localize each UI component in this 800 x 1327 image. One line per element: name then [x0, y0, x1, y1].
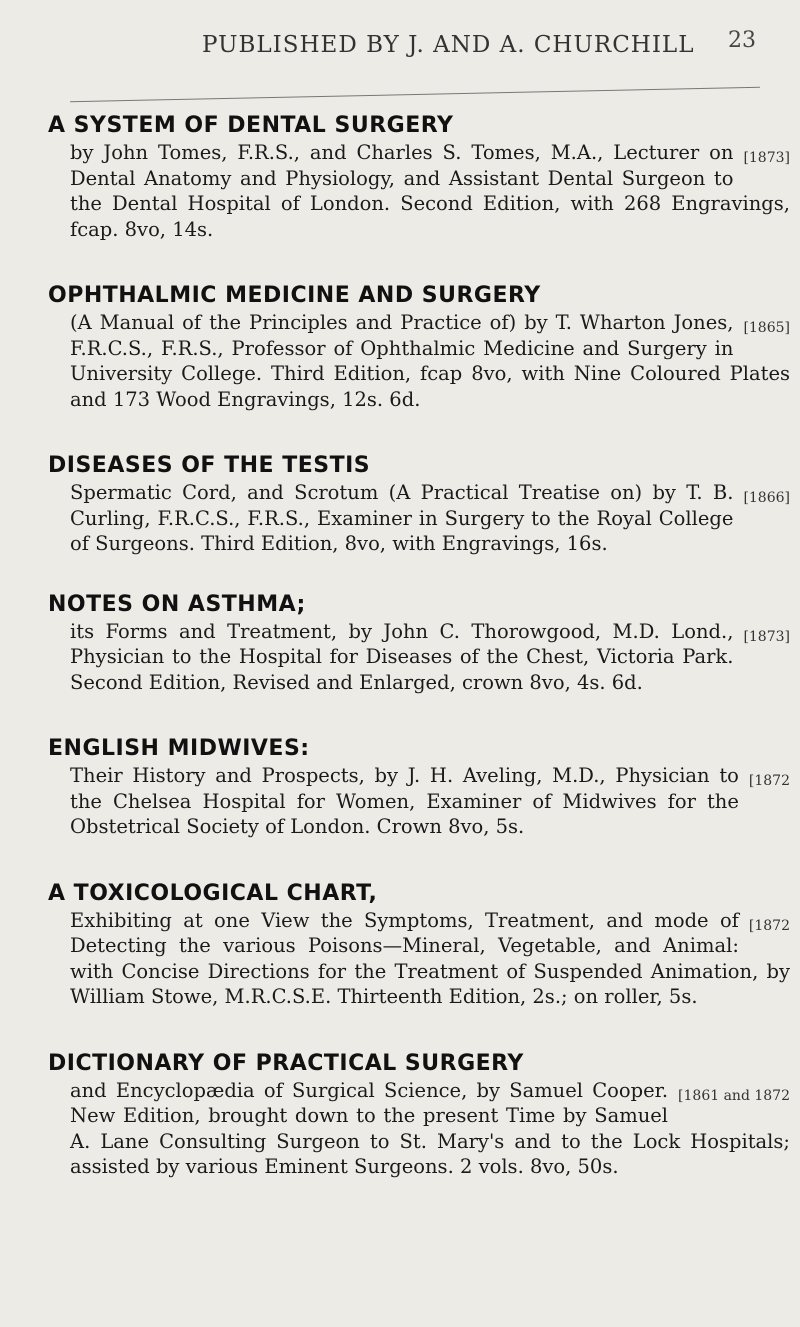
publisher-line: PUBLISHED BY J. AND A. CHURCHILL [202, 32, 695, 58]
book-title: A SYSTEM OF DENTAL SURGERY [48, 113, 454, 138]
book-description [48, 763, 790, 840]
book-description-text: Their History and Prospects, by J. H. Aveling, M.D., Physician to the Chelsea Hospital for Women, Examiner of Midwives for the Obstetrical Society of London. Crown 8vo, 5s. [70, 764, 739, 838]
book-description-text: its Forms and Treatment, by John C. Thorowgood, M.D. Lond., Physician to the Hospital for Diseases of the Chest, Victoria Park. Second Edition, Revised and Enlarged, crown 8vo, 4s. 6d. [70, 619, 734, 694]
publication-year: [1873] [743, 628, 790, 645]
book-entry [48, 282, 790, 412]
book-title: DICTIONARY OF PRACTICAL SURGERY [48, 1050, 524, 1076]
book-description [48, 480, 790, 557]
book-description-text: by John Tomes, F.R.S., and Charles S. Tomes, M.A., Lecturer on Dental Anatomy and Physiology, and Assistant Dental Surgeon to the Dental Hospital of London. Second Edition, with 268 Engravings, fcap. 8vo, 14s. [70, 141, 790, 241]
book-entry [48, 880, 790, 1010]
publication-year: [1873] [743, 150, 790, 166]
book-entry [48, 452, 790, 557]
book-description [48, 140, 790, 242]
page-number: 23 [728, 28, 756, 53]
book-entry [48, 735, 790, 840]
book-entry [48, 591, 790, 696]
book-list [48, 112, 790, 1220]
book-entry [48, 112, 790, 242]
running-header [190, 28, 760, 64]
book-title: DISEASES OF THE TESTIS [48, 453, 371, 478]
book-description [48, 908, 790, 1010]
book-title: ENGLISH MIDWIVES: [48, 736, 310, 761]
book-title: OPHTHALMIC MEDICINE AND SURGERY [48, 283, 541, 308]
book-description-text: (A Manual of the Principles and Practice of) by T. Wharton Jones, F.R.C.S., F.R.S., Professor of Ophthalmic Medicine and Surgery in University College. Third Edition, fcap 8vo, with Nine Coloured Plates and 173 Wood Engravings, 12s. 6d. [70, 311, 790, 411]
publication-year: [1865] [743, 320, 790, 336]
publication-year: [1866] [743, 490, 790, 506]
book-description-text: Exhibiting at one View the Symptoms, Treatment, and mode of Detecting the various Poisons—Mineral, Vegetable, and Animal: with Concise Directions for the Treatment of Suspended Animation, by William Stowe, M.R.C.S.E. Thirteenth Edition, 2s.; on roller, 5s. [70, 908, 790, 1008]
book-description-text: and Encyclopædia of Surgical Science, by Samuel Cooper. New Edition, brought down to the present Time by Samuel A. Lane Consulting Surgeon to St. Mary's and to the Lock Hospitals; assisted by various Eminent Surgeons. 2 vols. 8vo, 50s. [70, 1078, 790, 1178]
publication-year: [1872 [748, 917, 790, 934]
book-entry [48, 1050, 790, 1180]
book-title: A TOXICOLOGICAL CHART, [48, 880, 378, 906]
book-description [48, 619, 790, 696]
book-title: NOTES ON ASTHMA; [48, 591, 306, 617]
book-description-text: Spermatic Cord, and Scrotum (A Practical Treatise on) by T. B. Curling, F.R.C.S., F.R.S., Examiner in Surgery to the Royal College of Surgeons. Third Edition, 8vo, with Engravings, 16s. [70, 481, 734, 555]
header-rule [70, 87, 760, 102]
book-description [48, 310, 790, 412]
publication-year: [1861 and 1872 [678, 1087, 790, 1104]
publication-year: [1872 [748, 773, 790, 789]
book-description [48, 1078, 790, 1180]
